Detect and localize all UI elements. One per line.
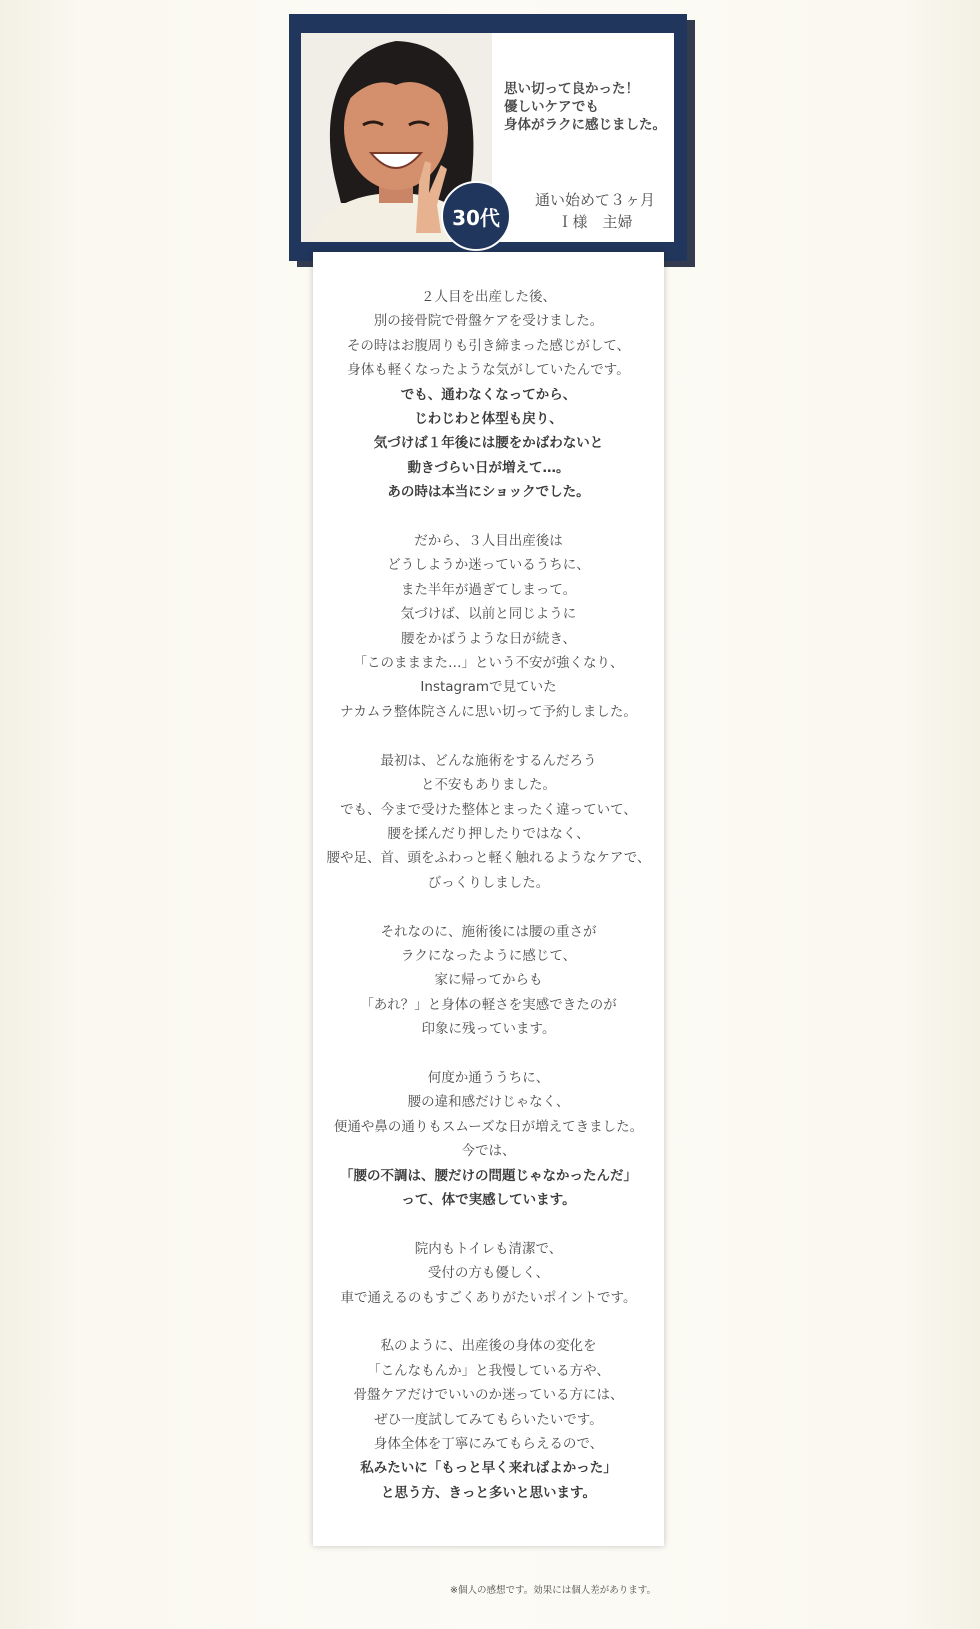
text-line: Instagramで見ていた [420,679,557,696]
paragraph [313,1066,664,1212]
text-line: でも、今まで受けた整体とまったく違っていて、 [340,801,637,818]
emphasis-line: あの時は本当にショックでした。 [387,484,590,501]
text-line: 腰の違和感だけじゃなく、 [407,1094,570,1111]
text-line: その時はお腹周りも引き締まった感じがして、 [346,337,631,354]
text-line: 私のように、出産後の身体の変化を [380,1338,597,1355]
testimonial-body-card [313,252,664,1546]
text-line: ２人目を出産した後、 [421,289,556,305]
text-line: 腰をかばうような日が続き、 [401,630,576,647]
paragraph [313,529,664,724]
emphasis-line: 「腰の不調は、腰だけの問題じゃなかったんだ」 [340,1167,637,1184]
paragraph [313,1334,664,1505]
headline-quote [504,80,674,134]
text-line: 「あれ？」と身体の軽さを実感できたのが [360,996,617,1013]
text-line: 院内もトイレも清潔で、 [414,1240,563,1257]
quote-line: 思い切って良かった！ [504,81,639,97]
text-line: 最初は、どんな施術をするんだろう [380,752,597,769]
quote-line: 優しいケアでも [504,99,599,115]
text-line: と不安もありました。 [421,777,556,794]
customer-meta [510,189,680,233]
text-line: また半年が過ぎてしまって。 [400,581,577,598]
age-badge: 30代 [441,181,511,251]
text-line: 受付の方も優しく、 [427,1265,550,1282]
text-line: だから、３人目出産後は [414,533,563,550]
emphasis-line: じわじわと体型も戻り、 [414,411,563,428]
text-line: 便通や鼻の通りもスムーズな日が増えてきました。 [333,1118,644,1135]
text-line: 身体も軽くなったような気がしていたんです。 [347,362,630,379]
text-line: 家に帰ってからも [434,972,543,989]
customer-name: Ｉ様 主婦 [557,213,633,231]
testimonial-text [313,285,664,1530]
text-line: 別の接骨院で骨盤ケアを受けました。 [373,313,604,330]
text-line: ラクになったように感じて、 [400,947,577,964]
emphasis-line: 動きづらい日が増えて…。 [407,459,570,476]
emphasis-line: 気づけば１年後には腰をかばわないと [373,435,604,452]
text-line: ぜひ一度試してみてもらいたいです。 [374,1411,603,1428]
text-line: 車で通えるのもすごくありがたいポイントです。 [340,1289,637,1306]
emphasis-line: と思う方、きっと多いと思います。 [381,1484,596,1501]
text-line: 気づけば、以前と同じように [400,606,577,623]
disclaimer-note: ※個人の感想です。効果には個人差があります。 [450,1585,656,1596]
visit-period: 通い始めて３ヶ月 [534,191,655,209]
quote-line: 身体がラクに感じました。 [504,117,666,133]
text-line: びっくりしました。 [427,874,550,891]
emphasis-line: でも、通わなくなってから、 [400,386,577,403]
text-line: ナカムラ整体院さんに思い切って予約しました。 [340,703,637,720]
text-line: 骨盤ケアだけでいいのか迷っている方には、 [353,1387,624,1404]
text-line: 腰を揉んだり押したりではなく、 [387,825,590,842]
text-line: 印象に残っています。 [421,1021,556,1038]
text-line: 「こんなもんか」と我慢している方や、 [367,1362,610,1379]
text-line: 腰や足、首、頭をふわっと軽く触れるようなケアで、 [326,850,651,867]
text-line: 今では、 [461,1143,516,1160]
text-line: どうしようか迷っているうちに、 [387,557,590,574]
emphasis-line: 私みたいに「もっと早く来ればよかった」 [360,1460,617,1477]
emphasis-line: って、体で実感しています。 [401,1191,576,1208]
paragraph [313,920,664,1042]
text-line: 身体全体を丁寧にみてもらえるので、 [373,1436,604,1452]
text-line: 何度か通ううちに、 [427,1069,550,1086]
paragraph [313,1237,664,1310]
paragraph [313,749,664,895]
text-line: それなのに、施術後には腰の重さが [380,923,597,940]
text-line: 「このまままた…」という不安が強くなり、 [353,655,624,672]
paragraph [313,285,664,505]
